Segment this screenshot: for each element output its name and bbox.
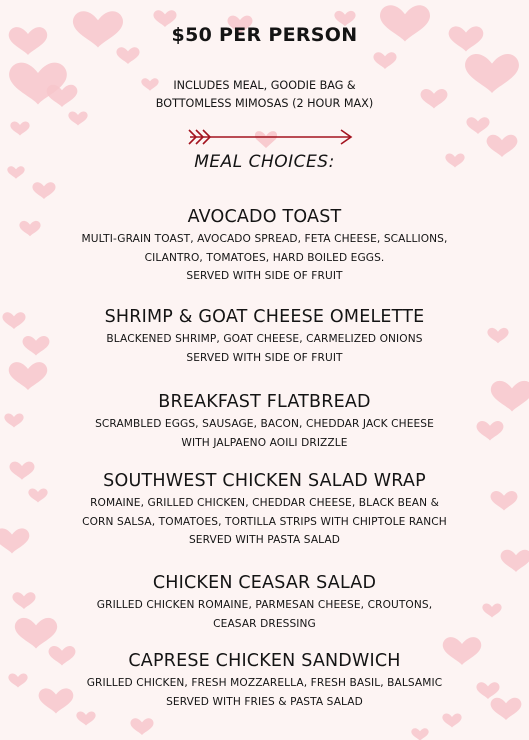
meal-choices-heading: MEAL CHOICES: (194, 152, 335, 172)
menu-item-southwest-wrap (0, 471, 529, 550)
description-line: GRILLED CHICKEN, FRESH MOZZARELLA, FRESH BASIL, BALSAMIC (86, 677, 443, 689)
includes-line: BOTTOMLESS MIMOSAS (2 HOUR MAX) (155, 97, 374, 110)
menu-item-name: BREAKFAST FLATBREAD (158, 392, 371, 412)
description-line: WITH JALPAENO AOILI DRIZZLE (181, 436, 348, 449)
heart-arrow-icon (186, 124, 356, 150)
menu-item-name: CHICKEN CEASAR SALAD (152, 573, 377, 593)
menu-item-avocado-toast (0, 207, 529, 286)
menu-item-description (0, 230, 529, 286)
description-line: SERVED WITH SIDE OF FRUIT (186, 351, 343, 364)
menu-item-name: SOUTHWEST CHICKEN SALAD WRAP (103, 471, 426, 491)
description-line: SERVED WITH PASTA SALAD (188, 534, 341, 546)
description-line: GRILLED CHICKEN ROMAINE, PARMESAN CHEESE, CROUTONS, (96, 599, 433, 611)
includes-line: INCLUDES MEAL, GOODIE BAG & (173, 79, 356, 92)
menu-item-description (0, 674, 529, 711)
menu-item-name: SHRIMP & GOAT CHEESE OMELETTE (104, 307, 425, 327)
menu-item-description (0, 494, 529, 550)
description-line: CORN SALSA, TOMATOES, TORTILLA STRIPS WITH CHIPTOLE RANCH (82, 515, 447, 528)
description-line: ROMAINE, GRILLED CHICKEN, CHEDDAR CHEESE, BLACK BEAN & (90, 497, 439, 509)
description-line: CILANTRO, TOMATOES, HARD BOILED EGGS. (144, 251, 385, 264)
menu-item-ceasar-salad (0, 573, 529, 633)
menu-item-description (0, 330, 529, 367)
menu-item-caprese-sandwich (0, 651, 529, 711)
menu-item-description (0, 596, 529, 633)
description-line: BLACKENED SHRIMP, GOAT CHEESE, CARMELIZED ONIONS (106, 333, 423, 345)
menu-item-name: CAPRESE CHICKEN SANDWICH (128, 651, 401, 671)
price-heading: $50 PER PERSON (171, 24, 358, 46)
menu-item-name: AVOCADO TOAST (187, 207, 342, 227)
description-line: SERVED WITH SIDE OF FRUIT (186, 270, 343, 282)
includes-text (0, 77, 529, 113)
description-line: SCRAMBLED EGGS, SAUSAGE, BACON, CHEDDAR JACK CHEESE (95, 418, 434, 430)
description-line: MULTI-GRAIN TOAST, AVOCADO SPREAD, FETA CHEESE, SCALLIONS, (81, 233, 448, 245)
description-line: SERVED WITH FRIES & PASTA SALAD (166, 695, 363, 708)
description-line: CEASAR DRESSING (213, 617, 316, 630)
menu-item-description (0, 415, 529, 452)
menu-item-breakfast-flatbread (0, 392, 529, 452)
menu-item-shrimp-omelette (0, 307, 529, 367)
